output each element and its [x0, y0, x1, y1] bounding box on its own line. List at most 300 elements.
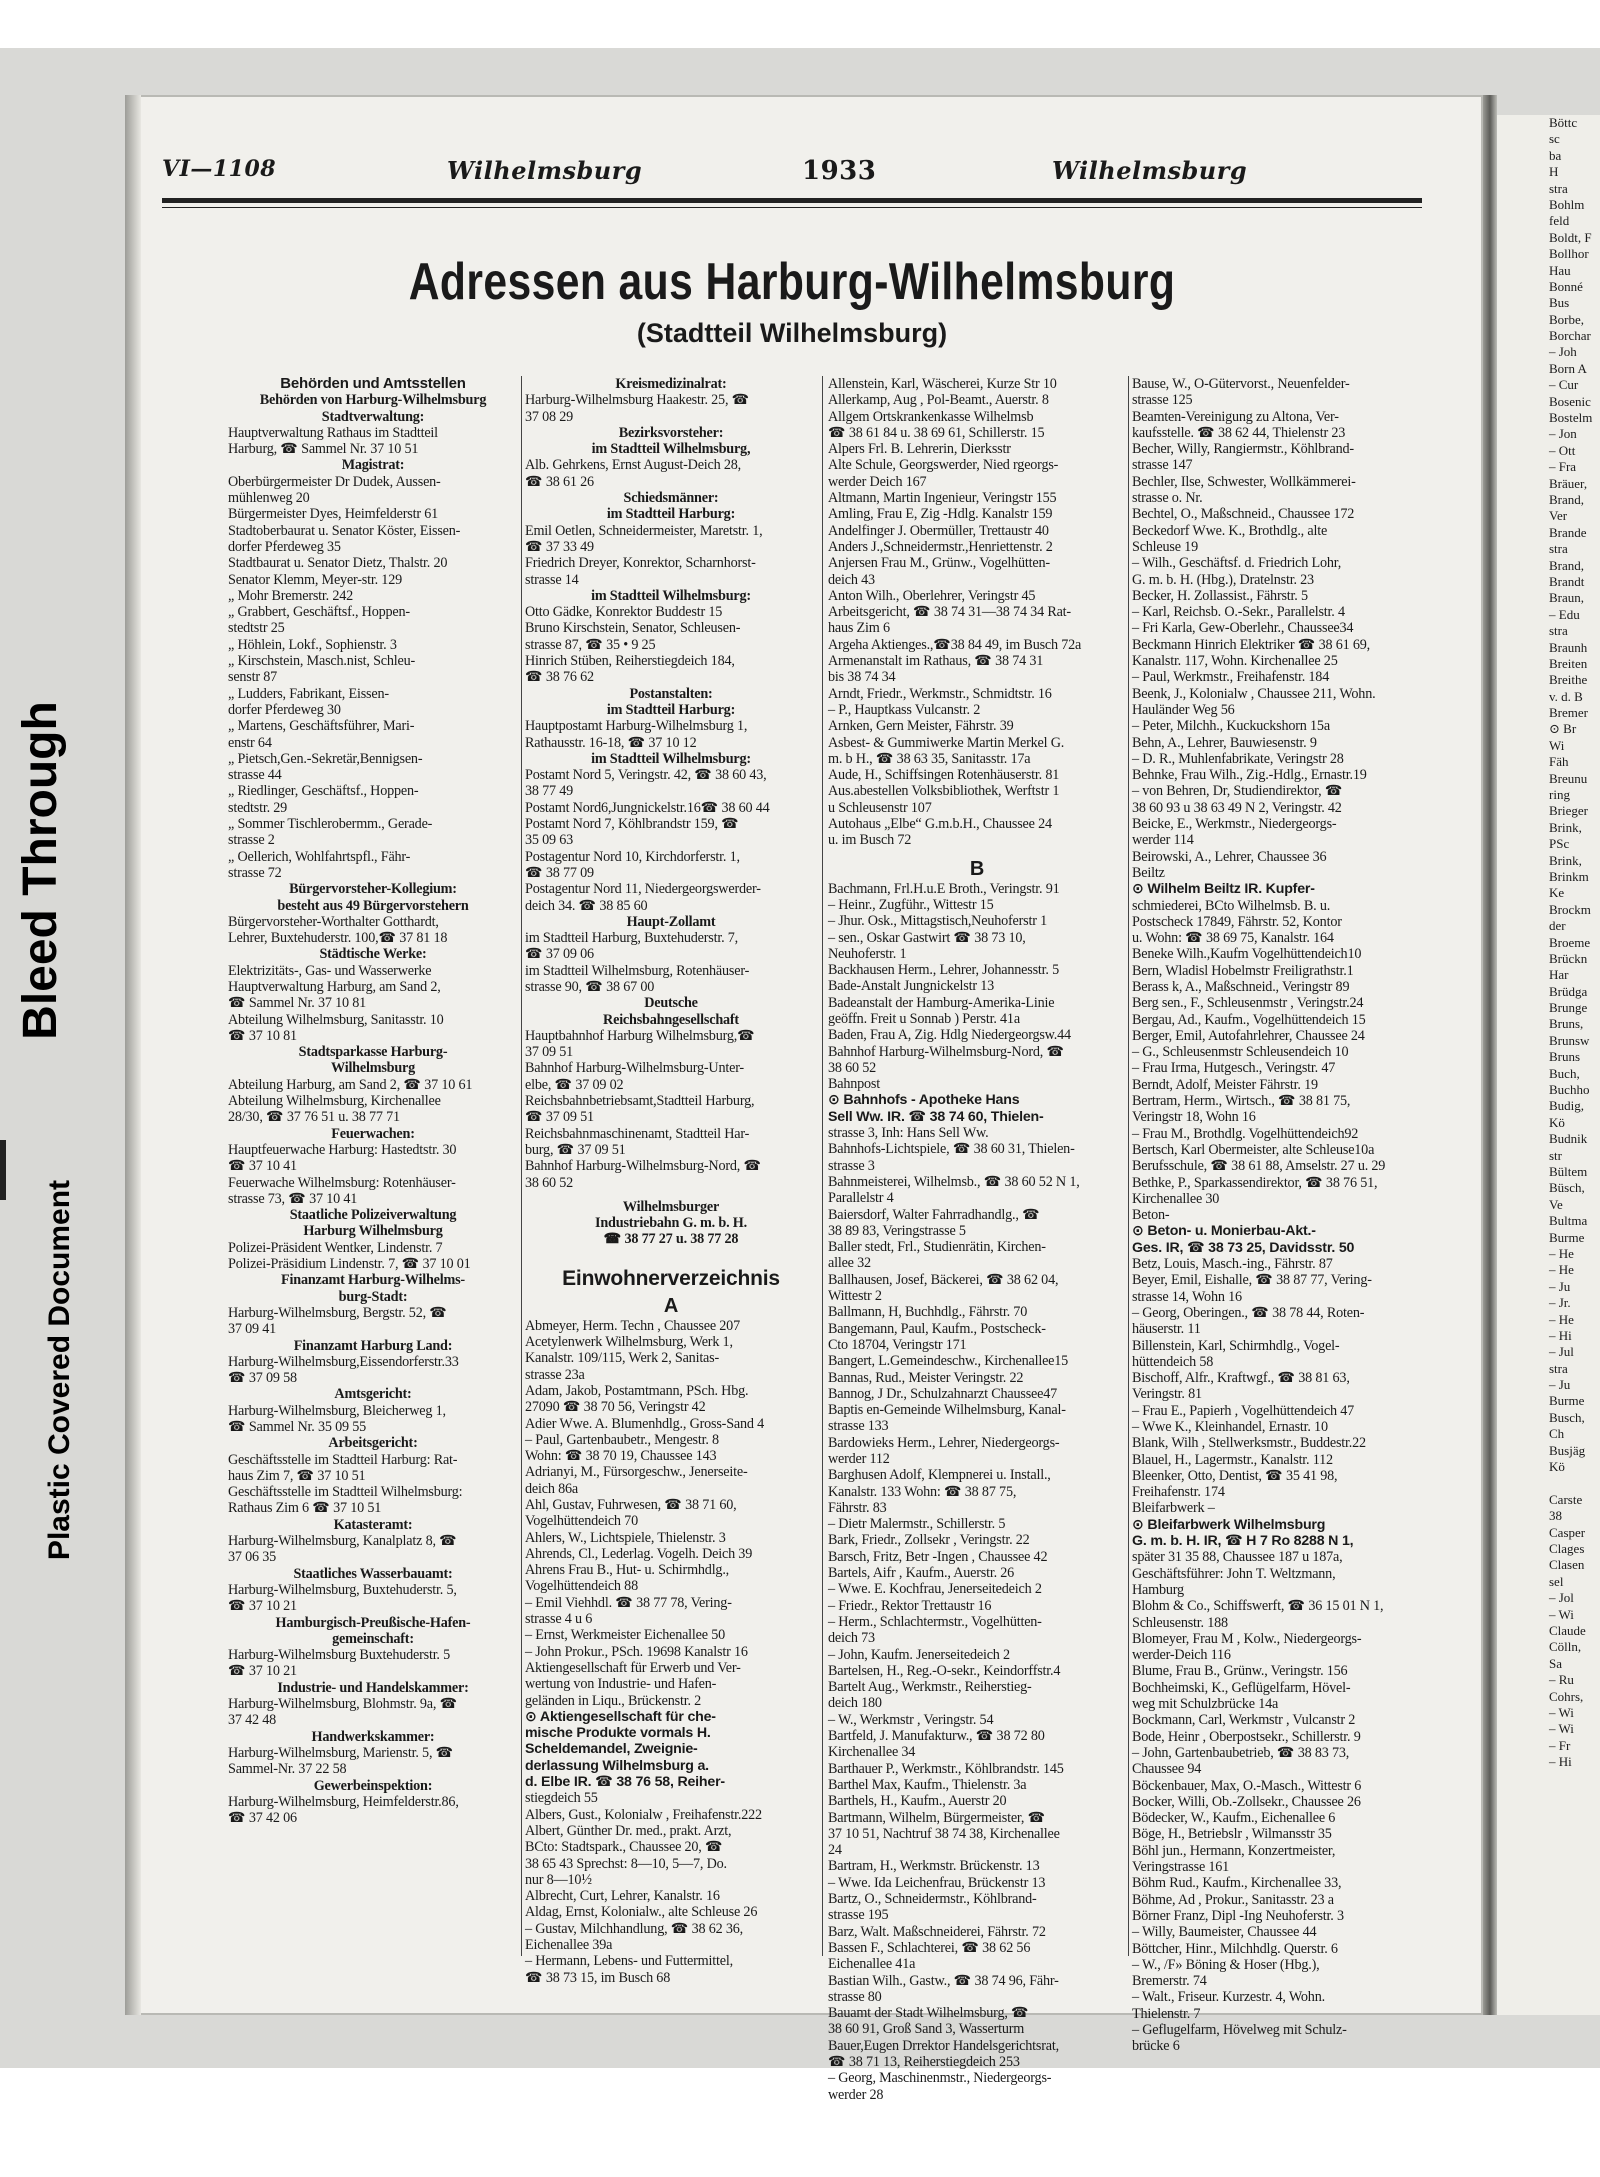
directory-line: stiegdeich 55: [525, 1790, 598, 1807]
section-heading: Städtische Werke:: [319, 946, 427, 963]
directory-line: geländen in Liqu., Brückenstr. 2: [525, 1692, 702, 1709]
directory-line: Veringstr 18, Wohn 16: [1132, 1109, 1256, 1126]
directory-line: ☎ 37 09 06: [525, 946, 594, 963]
directory-line: Rathaus Zim 6 ☎ 37 10 51: [228, 1500, 382, 1517]
directory-line: Vogelhüttendeich 70: [525, 1513, 638, 1530]
section-heading: ☎ 38 77 27 u. 38 77 28: [603, 1231, 739, 1248]
directory-line: dorfer Pferdeweg 35: [228, 538, 341, 555]
directory-line: Becker, H. Zollassist., Fährstr. 5: [1132, 587, 1308, 604]
directory-line: deich 43: [828, 571, 875, 588]
directory-line: Bode, Heinr , Oberpostsekr., Schillerstr. 9: [1132, 1728, 1361, 1745]
directory-line: Hauptpostamt Harburg-Wilhelmsburg 1,: [525, 718, 748, 735]
directory-line: Bahnhof Harburg-Wilhelmsburg-Unter-: [525, 1060, 744, 1077]
directory-line: – Wwe K., Kleinhandel, Ernastr. 10: [1132, 1419, 1328, 1435]
adjacent-page-line: – Joh: [1549, 344, 1577, 360]
directory-line: Berndt, Adolf, Meister Fährstr. 19: [1132, 1076, 1318, 1093]
directory-line: Abteilung Wilhelmsburg, Kirchenallee: [228, 1093, 441, 1110]
adjacent-page-line: Brieger: [1549, 803, 1588, 819]
section-heading: burg-Stadt:: [338, 1288, 408, 1305]
directory-line: Kanalstr. 117, Wohn. Kirchenallee 25: [1132, 653, 1338, 670]
directory-line: Adam, Jakob, Postamtmann, PSch. Hbg.: [525, 1382, 749, 1399]
directory-line: Betz, Louis, Masch.-ing., Fährstr. 87: [1132, 1256, 1333, 1273]
directory-line: stedtstr. 29: [228, 799, 288, 816]
adjacent-page-line: Har: [1549, 967, 1569, 983]
adjacent-page-line: Born A: [1549, 360, 1587, 376]
directory-line: elbe, ☎ 37 09 02: [525, 1076, 624, 1093]
adjacent-page-line: Braun,: [1549, 590, 1585, 606]
directory-line: Bannas, Rud., Meister Veringstr. 22: [828, 1369, 1024, 1386]
directory-line: strasse 2: [228, 832, 275, 849]
directory-line: Asbest- & Gummiwerke Martin Merkel G.: [828, 734, 1065, 751]
directory-line: „ Kirschstein, Masch.nist, Schleu-: [228, 653, 416, 670]
directory-line: Bangert, L.Gemeindeschw., Kirchenallee15: [828, 1353, 1069, 1370]
adjacent-page-line: Bus: [1549, 295, 1570, 311]
directory-line: 27090 ☎ 38 70 56, Veringstr 42: [525, 1399, 706, 1416]
section-heading: Wilhelmsburg: [330, 1060, 416, 1077]
directory-line: Sell Ww. IR. ☎ 38 74 60, Thielen-: [828, 1108, 1044, 1125]
directory-line: Harburg-Wilhelmsburg, Marienstr. 5, ☎: [228, 1744, 454, 1761]
adjacent-page-line: – Hi: [1549, 1754, 1572, 1770]
directory-line: Arnken, Gern Meister, Fährstr. 39: [828, 718, 1014, 735]
section-heading: Schiedsmänner:: [623, 490, 719, 507]
directory-line: Thielenstr. 7: [1132, 2005, 1201, 2022]
directory-line: – sen., Oskar Gastwirt ☎ 38 73 10,: [828, 929, 1026, 946]
adjacent-page-line: – Hi: [1549, 1327, 1572, 1343]
adjacent-page-line: Clasen: [1549, 1557, 1585, 1573]
directory-line: Oberbürgermeister Dr Dudek, Aussen-: [228, 473, 441, 490]
adjacent-page-line: 38: [1549, 1508, 1562, 1524]
bleed-through-label: Bleed Through: [13, 700, 67, 1040]
directory-line: – Paul, Gartenbaubetr., Mengestr. 8: [525, 1431, 719, 1448]
directory-line: 38 89 83, Veringstrasse 5: [828, 1222, 966, 1239]
directory-line: Bassen F., Schlachterei, ☎ 38 62 56: [828, 1939, 1031, 1956]
directory-line: Bertram, Herm., Wirtsch., ☎ 38 81 75,: [1132, 1093, 1351, 1110]
adjacent-page-line: – Fr: [1549, 1737, 1571, 1753]
adjacent-page-line: Brand,: [1549, 491, 1585, 507]
directory-line: Barghusen Adolf, Klempnerei u. Install.,: [828, 1467, 1051, 1484]
directory-line: Blomeyer, Frau M , Kolw., Niedergeorgs-: [1132, 1630, 1362, 1647]
directory-line: „ Pietsch,Gen.-Sekretär,Bennigsen-: [228, 750, 423, 767]
directory-line: d. Elbe IR. ☎ 38 76 58, Reiher-: [525, 1774, 725, 1791]
directory-line: Freihafenstr. 174: [1132, 1484, 1225, 1501]
directory-line: burg, ☎ 37 09 51: [525, 1141, 626, 1158]
directory-line: Eichenallee 39a: [525, 1937, 613, 1954]
directory-line: Abteilung Harburg, am Sand 2, ☎ 37 10 61: [228, 1076, 473, 1093]
directory-line: Wittestr 2: [828, 1288, 882, 1305]
directory-line: Bartz, O., Schneidermstr., Köhlbrand-: [828, 1891, 1037, 1908]
adjacent-page-line: Braunh: [1549, 639, 1588, 655]
adjacent-page-line: Cohrs,: [1549, 1688, 1584, 1704]
directory-line: strasse 44: [228, 767, 282, 784]
directory-line: ☎ 38 76 62: [525, 669, 594, 686]
adjacent-page-line: Breunu: [1549, 770, 1588, 786]
adjacent-page-line: Clages: [1549, 1540, 1585, 1556]
directory-line: Hauländer Weg 56: [1132, 701, 1235, 718]
adjacent-page-line: Boldt, F: [1549, 229, 1592, 245]
directory-line: Bocker, Willi, Ob.-Zollsekr., Chaussee 26: [1132, 1793, 1361, 1810]
directory-line: Harburg-Wilhelmsburg, Heimfelderstr.86,: [228, 1793, 459, 1810]
directory-line: Beiltz: [1132, 864, 1165, 881]
directory-line: kaufsstelle. ☎ 38 62 44, Thielenstr 23: [1132, 424, 1346, 441]
directory-line: 37 06 35: [228, 1549, 277, 1566]
directory-line: „ Riedlinger, Geschäftsf., Hoppen-: [228, 783, 419, 800]
directory-line: Bürgervorsteher-Worthalter Gotthardt,: [228, 913, 439, 930]
directory-line: Geschäftsführer: John T. Weltzmann,: [1132, 1565, 1336, 1582]
directory-line: ☎ 37 09 51: [525, 1109, 594, 1126]
directory-line: strasse 3, Inh: Hans Sell Ww.: [828, 1125, 989, 1142]
section-heading: Finanzamt Harburg-Wilhelms-: [281, 1272, 465, 1289]
margin-mark: [0, 1140, 6, 1200]
directory-line: Schleusenstr. 188: [1132, 1614, 1228, 1631]
adjacent-page-line: Brüdga: [1549, 983, 1588, 999]
adjacent-page-line: Buch,: [1549, 1065, 1580, 1081]
directory-line: Acetylenwerk Wilhelmsburg, Werk 1,: [525, 1334, 733, 1351]
adjacent-page-line: Brande: [1549, 524, 1587, 540]
directory-line: [525, 1248, 817, 1256]
adjacent-page-line: – He: [1549, 1262, 1574, 1278]
directory-line: 35 09 63: [525, 832, 574, 849]
adjacent-page-line: H: [1549, 164, 1559, 180]
directory-line: Arndt, Friedr., Werkmstr., Schmidtstr. 16: [828, 685, 1052, 702]
directory-line: Beton-: [1132, 1207, 1170, 1224]
directory-line: ☎ 37 33 49: [525, 538, 594, 555]
adjacent-page-line: ring: [1549, 787, 1570, 803]
directory-line: Vogelhüttendeich 88: [525, 1578, 638, 1595]
section-heading: gemeinschaft:: [332, 1630, 414, 1647]
directory-line: Harburg-Wilhelmsburg, Bleicherweg 1,: [228, 1402, 446, 1419]
directory-line: Bartelsen, H., Reg.-O-sekr., Keindorffstr.4: [828, 1662, 1061, 1679]
directory-line: strasse 133: [828, 1418, 889, 1435]
directory-line: Geschäftsstelle im Stadtteil Harburg: Rat-: [228, 1451, 458, 1468]
directory-line: Albrecht, Curt, Lehrer, Kanalstr. 16: [525, 1888, 720, 1905]
directory-line: Stadtbaurat u. Senator Dietz, Thalstr. 20: [228, 555, 448, 572]
adjacent-page-line: Hau: [1549, 262, 1571, 278]
directory-line: 37 08 29: [525, 408, 574, 425]
directory-line: „ Ludders, Fabrikant, Eissen-: [228, 685, 389, 702]
adjacent-page-line: Casper: [1549, 1524, 1586, 1540]
directory-line: ☎ 37 10 21: [228, 1663, 297, 1680]
directory-line: Bleenker, Otto, Dentist, ☎ 35 41 98,: [1132, 1467, 1338, 1484]
directory-line: Barz, Walt. Maßschneiderei, Fährstr. 72: [828, 1923, 1046, 1940]
directory-line: – Heinr., Zugführ., Wittestr 15: [828, 896, 994, 913]
directory-line: – W., /F» Böning & Hoser (Hbg.),: [1132, 1956, 1320, 1973]
directory-line: allee 32: [828, 1255, 871, 1272]
directory-line: Beckedorf Wwe. K., Brothdlg., alte: [1132, 522, 1328, 539]
directory-line: Einwohnerverzeichnis: [562, 1266, 780, 1290]
directory-line: Postagentur Nord 11, Niedergeorgswerder-: [525, 881, 761, 898]
directory-line: Ballmann, H, Buchhdlg., Fährstr. 70: [828, 1304, 1028, 1321]
adjacent-page-line: sel: [1549, 1573, 1564, 1589]
directory-line: Ballhausen, Josef, Bäckerei, ☎ 38 62 04,: [828, 1271, 1059, 1288]
directory-line: – von Behren, Dr, Studiendirektor, ☎: [1132, 783, 1343, 800]
directory-line: – Wwe. E. Kochfrau, Jenerseitedeich 2: [828, 1581, 1042, 1598]
directory-line: – G., Schleusenmstr Schleusendeich 10: [1132, 1044, 1349, 1061]
column-divider: [521, 376, 522, 1956]
directory-line: Adrianyi, M., Fürsorgeschw., Jenerseite-: [525, 1464, 748, 1481]
directory-line: – Gustav, Milchhandlung, ☎ 38 62 36,: [525, 1920, 744, 1937]
directory-line: Behnke, Frau Wilh., Zig.-Hdlg., Ernastr.19: [1132, 767, 1367, 784]
directory-line: Blume, Frau B., Grünw., Veringstr. 156: [1132, 1663, 1348, 1680]
directory-line: Alb. Gehrkens, Ernst August-Deich 28,: [525, 457, 742, 474]
adjacent-page-line: Busch,: [1549, 1409, 1585, 1425]
directory-line: Albert, Günther Dr. med., prakt. Arzt,: [525, 1822, 732, 1839]
directory-line: Bartram, H., Werkmstr. Brückenstr. 13: [828, 1858, 1040, 1875]
directory-line: Reichsbahnbetriebsamt,Stadtteil Harburg,: [525, 1093, 755, 1110]
directory-line: ☎ Sammel Nr. 37 10 81: [228, 995, 366, 1012]
directory-line: Böge, H., Betriebslr , Wilmansstr 35: [1132, 1826, 1332, 1843]
directory-line: ⊙ Aktiengesellschaft für che-: [525, 1708, 716, 1725]
section-heading: Magistrat:: [341, 457, 405, 474]
adjacent-page-line: – He: [1549, 1245, 1574, 1261]
directory-line: Allenstein, Karl, Wäscherei, Kurze Str 10: [828, 376, 1057, 392]
adjacent-page-line: Busjäg: [1549, 1442, 1586, 1458]
directory-line: Amling, Frau E, Zig -Hdlg. Kanalstr 159: [828, 506, 1053, 523]
directory-line: werder 28: [828, 2086, 884, 2103]
directory-line: Hauptfeuerwache Harburg: Hastedtstr. 30: [228, 1141, 457, 1158]
directory-line: Hamburg: [1132, 1581, 1184, 1598]
adjacent-page-line: str: [1549, 1147, 1562, 1163]
section-heading: Wilhelmsburger: [622, 1198, 720, 1215]
page-title: Adressen aus Harburg-Wilhelmsburg: [408, 253, 1176, 311]
directory-line: deich 180: [828, 1695, 882, 1712]
directory-line: [525, 1256, 817, 1264]
adjacent-page-line: Bruns: [1549, 1049, 1581, 1065]
directory-line: Fährstr. 83: [828, 1499, 887, 1516]
directory-line: ☎ 38 61 26: [525, 473, 594, 490]
directory-line: Becher, Willy, Rangiermstr., Köhlbrand-: [1132, 441, 1354, 458]
directory-line: Lehrer, Buxtehuderstr. 100,☎ 37 81 18: [228, 930, 448, 947]
directory-line: – John, Gartenbaubetrieb, ☎ 38 83 73,: [1132, 1744, 1350, 1761]
directory-line: Harburg-Wilhelmsburg Buxtehuderstr. 5: [228, 1647, 451, 1664]
adjacent-page-line: v. d. B: [1549, 688, 1583, 704]
directory-line: ☎ 38 73 15, im Busch 68: [525, 1969, 671, 1986]
directory-line: A: [663, 1294, 679, 1317]
adjacent-page-line: Ve: [1549, 1196, 1563, 1212]
directory-line: mühlenweg 20: [228, 490, 310, 507]
directory-line: Autohaus „Elbe“ G.m.b.H., Chaussee 24: [828, 816, 1052, 833]
directory-line: Postamt Nord 7, Köhlbrandstr 159, ☎: [525, 816, 739, 833]
directory-line: brücke 6: [1132, 2038, 1180, 2055]
header-place-right: Wilhelmsburg: [1052, 156, 1248, 185]
adjacent-page-line: Brandt: [1549, 573, 1585, 589]
directory-line: strasse 4 u 6: [525, 1611, 593, 1628]
directory-line: – Wilh., Geschäftsf. d. Friedrich Lohr,: [1132, 555, 1342, 572]
directory-line: strasse 90, ☎ 38 67 00: [525, 978, 655, 995]
directory-line: – Dietr Malermstr., Schillerstr. 5: [828, 1516, 1006, 1533]
directory-line: Veringstrasse 161: [1132, 1859, 1230, 1876]
directory-line: ☎ 37 10 21: [228, 1598, 297, 1615]
adjacent-page-line: Cölln,: [1549, 1639, 1582, 1655]
directory-line: Aude, H., Schiffsingen Rotenhäuserstr. 81: [828, 767, 1060, 784]
directory-line: Alpers Frl. B. Lehrerin, Dierksstr: [828, 441, 1011, 458]
directory-line: Baiersdorf, Walter Fahrradhandlg., ☎: [828, 1206, 1040, 1223]
directory-line: im Stadtteil Wilhelmsburg, Rotenhäuser-: [525, 962, 750, 979]
directory-line: Harburg-Wilhelmsburg, Bergstr. 52, ☎: [228, 1304, 447, 1321]
directory-line: Arbeitsgericht, ☎ 38 74 31—38 74 34 Rat-: [828, 604, 1071, 621]
directory-line: Parallelstr 4: [828, 1190, 894, 1207]
directory-line: ⊙ Bleifarbwerk Wilhelmsburg: [1132, 1516, 1326, 1533]
directory-line: 38 77 49: [525, 783, 574, 800]
adjacent-page-line: Brand,: [1549, 557, 1585, 573]
directory-line: – John, Kaufm. Jenerseitedeich 2: [828, 1646, 1010, 1663]
section-heading: Staatliches Wasserbauamt:: [293, 1565, 453, 1582]
adjacent-page-line: Bonné: [1549, 278, 1583, 294]
directory-line: G. m. b. H. IR, ☎ H 7 Ro 8288 N 1,: [1132, 1533, 1354, 1550]
directory-line: werder 112: [828, 1451, 890, 1467]
directory-line: Anders J.,Schneidermstr.,Henriettenstr. 2: [828, 538, 1053, 555]
section-heading: Finanzamt Harburg Land:: [293, 1337, 453, 1354]
adjacent-page-line: Kö: [1549, 1459, 1565, 1475]
section-heading: Katasteramt:: [333, 1516, 413, 1533]
directory-line: Baller stedt, Frl., Studienrätin, Kirchen-: [828, 1239, 1046, 1256]
adjacent-page-line: Bosenic: [1549, 393, 1591, 409]
directory-line: geöffn. Freit u Sonnab ) Perstr. 41a: [828, 1010, 1020, 1027]
directory-line: Bartelt Aug., Werkmstr., Reiherstieg-: [828, 1679, 1032, 1696]
directory-line: BCto: Stadtspark., Chaussee 20, ☎: [525, 1839, 723, 1856]
adjacent-page-line: Sa: [1549, 1655, 1562, 1671]
directory-line: Rathausstr. 16-18, ☎ 37 10 12: [525, 734, 697, 751]
directory-line: deich 73: [828, 1630, 875, 1647]
section-heading: Bezirksvorsteher:: [618, 424, 724, 441]
adjacent-page-line: Bohlm: [1549, 196, 1585, 212]
adjacent-page-line: ba: [1549, 147, 1562, 163]
directory-line: Behn, A., Lehrer, Bauwiesenstr. 9: [1132, 734, 1317, 751]
directory-line: Hauptbahnhof Harburg Wilhelmsburg,☎: [525, 1027, 755, 1044]
header-place-left: Wilhelmsburg: [447, 156, 643, 185]
directory-line: Aldag, Ernst, Kolonialw., alte Schleuse 26: [525, 1904, 758, 1921]
directory-line: Sammel-Nr. 37 22 58: [228, 1761, 347, 1778]
directory-line: 37 09 51: [525, 1044, 574, 1061]
directory-line: weg mit Schulzbrücke 14a: [1132, 1696, 1279, 1713]
directory-line: Bechler, Ilse, Schwester, Wollkämmerei-: [1132, 473, 1356, 490]
section-heading: Postanstalten:: [629, 685, 713, 702]
directory-line: Abteilung Wilhelmsburg, Sanitasstr. 10: [228, 1011, 444, 1028]
directory-line: häuserstr. 11: [1132, 1321, 1201, 1338]
directory-line: wertung von Industrie- und Hafen-: [525, 1676, 717, 1693]
directory-line: Scheldemandel, Zweignie-: [525, 1741, 698, 1758]
directory-line: Veringstr. 81: [1132, 1386, 1202, 1403]
directory-line: Allgem Ortskrankenkasse Wilhelmsb: [828, 408, 1034, 425]
adjacent-page-line: ⊙ Br: [1549, 721, 1577, 737]
column-divider: [822, 376, 823, 1956]
section-heading: Hamburgisch-Preußische-Hafen-: [275, 1614, 471, 1631]
directory-line: Hauptverwaltung Harburg, am Sand 2,: [228, 978, 441, 995]
section-heading: Bürgervorsteher-Kollegium:: [289, 881, 457, 898]
adjacent-page-line: Bollhor: [1549, 246, 1589, 262]
directory-line: Bern, Wladisl Hobelmstr Freiligrathstr.1: [1132, 962, 1354, 979]
directory-line: Böckenbauer, Max, O.-Masch., Wittestr 6: [1132, 1777, 1362, 1794]
directory-line: Postagentur Nord 10, Kirchdorferstr. 1,: [525, 848, 740, 865]
directory-line: Hinrich Stüben, Reiherstiegdeich 184,: [525, 653, 735, 670]
adjacent-page-line: Budig,: [1549, 1098, 1585, 1114]
directory-line: Abmeyer, Herm. Techn , Chaussee 207: [525, 1317, 740, 1334]
directory-line: Bahnhofs-Lichtspiele, ☎ 38 60 31, Thielen-: [828, 1141, 1075, 1158]
directory-line: Hauptverwaltung Rathaus im Stadtteil: [228, 424, 438, 441]
directory-line: Berufsschule, ☎ 38 61 88, Amselstr. 27 u. 29: [1132, 1158, 1386, 1175]
directory-line: B: [969, 857, 985, 880]
directory-line: Eichenallee 41a: [828, 1956, 916, 1973]
directory-line: Wohn: ☎ 38 70 19, Chaussee 143: [525, 1448, 717, 1465]
directory-line: u. Wohn: ☎ 38 69 75, Kanalstr. 164: [1132, 930, 1334, 947]
adjacent-page-line: Breithe: [1549, 672, 1588, 688]
directory-line: Bark, Friedr., Zollsekr , Veringstr. 22: [828, 1532, 1030, 1549]
directory-line: später 31 35 88, Chaussee 187 u 187a,: [1132, 1549, 1343, 1566]
directory-line: strasse 23a: [525, 1366, 585, 1383]
directory-line: – John Prokur., PSch. 19698 Kanalstr 16: [525, 1643, 748, 1660]
directory-line: – Jhur. Osk., Mittagstisch,Neuhoferstr 1: [828, 913, 1047, 930]
section-heading: Behörden und Amtsstellen: [280, 375, 466, 392]
adjacent-page-line: Bruns,: [1549, 1016, 1584, 1032]
directory-line: – Frau M., Brothdlg. Vogelhüttendeich92: [1132, 1125, 1359, 1142]
directory-line: Postamt Nord 5, Veringstr. 42, ☎ 38 60 43,: [525, 767, 767, 784]
directory-line: – D. R., Muhlenfabrikate, Veringstr 28: [1132, 750, 1344, 767]
section-heading: Stadtsparkasse Harburg-: [298, 1044, 448, 1061]
directory-line: Bleifarbwerk –: [1132, 1500, 1215, 1517]
directory-line: 38 60 93 u 38 63 49 N 2, Veringstr. 42: [1132, 799, 1342, 816]
section-heading: im Stadtteil Harburg:: [606, 701, 736, 718]
directory-line: Ahrens Frau B., Hut- u. Schirmhdlg.,: [525, 1562, 730, 1579]
adjacent-page-line: – Ju: [1549, 1377, 1571, 1393]
directory-line: Aktiengesellschaft für Erwerb und Ver-: [525, 1659, 741, 1676]
directory-line: Beneke Wilh.,Kaufm Vogelhüttendeich10: [1132, 946, 1362, 963]
directory-line: 38 60 52: [828, 1059, 877, 1076]
adjacent-page-line: Bremer: [1549, 705, 1588, 721]
directory-line: Barthel Max, Kaufm., Thielenstr. 3a: [828, 1776, 1027, 1793]
directory-line: 37 10 51, Nachtruf 38 74 38, Kirchenallee: [828, 1825, 1060, 1842]
directory-line: werder-Deich 116: [1132, 1647, 1231, 1664]
directory-line: Bartmann, Wilhelm, Bürgermeister, ☎: [828, 1809, 1046, 1826]
page-edge-shadow: [125, 95, 141, 2015]
adjacent-page-line: Brückn: [1549, 950, 1588, 966]
directory-line: strasse 87, ☎ 35 • 9 25: [525, 636, 656, 653]
directory-line: strasse o. Nr.: [1132, 490, 1203, 507]
directory-line: strasse 147: [1132, 457, 1193, 474]
adjacent-page-line: – Wi: [1549, 1704, 1574, 1720]
adjacent-page-line: sc: [1549, 131, 1560, 147]
directory-line: strasse 125: [1132, 392, 1193, 409]
column-4: [1132, 376, 1430, 2055]
directory-line: Schleuse 19: [1132, 538, 1198, 555]
directory-line: – W., Werkmstr , Veringstr. 54: [828, 1711, 994, 1728]
directory-line: Stadtoberbaurat u. Senator Köster, Eissen-: [228, 522, 461, 539]
adjacent-page-line: – Fra: [1549, 459, 1577, 475]
directory-line: Badeanstalt der Hamburg-Amerika-Linie: [828, 994, 1055, 1011]
directory-line: Bruno Kirschstein, Senator, Schleusen-: [525, 620, 741, 637]
adjacent-page-line: PSc: [1549, 836, 1570, 852]
adjacent-page-line: Breiten: [1549, 655, 1588, 671]
directory-line: 24: [828, 1842, 842, 1859]
directory-line: – Frau E., Papierh , Vogelhüttendeich 47: [1132, 1402, 1354, 1419]
directory-line: Beamten-Vereinigung zu Altona, Ver-: [1132, 408, 1339, 425]
directory-line: hüttendeich 58: [1132, 1353, 1214, 1370]
directory-line: – Walt., Friseur. Kurzestr. 4, Wohn.: [1132, 1989, 1325, 2006]
section-heading: Stadtverwaltung:: [321, 408, 425, 425]
adjacent-page-line: der: [1549, 918, 1566, 934]
directory-line: Postscheck 17849, Fährstr. 52, Kontor: [1132, 913, 1342, 930]
adjacent-page-line: – Ru: [1549, 1672, 1574, 1688]
directory-line: Albers, Gust., Kolonialw , Freihafenstr.222: [525, 1806, 762, 1823]
adjacent-page-line: Borbe,: [1549, 311, 1585, 327]
directory-line: Böhme, Ad , Prokur., Sanitasstr. 23 a: [1132, 1891, 1334, 1908]
adjacent-page-line: stra: [1549, 541, 1568, 557]
directory-line: ☎ 38 71 13, Reiherstiegdeich 253: [828, 2053, 1020, 2070]
directory-line: nur 8—10½: [525, 1871, 592, 1888]
directory-line: Aus.abestellen Volksbibliothek, Werftstr 1: [828, 783, 1060, 800]
directory-line: ☎ 37 10 41: [228, 1158, 297, 1175]
section-heading: Handwerkskammer:: [311, 1728, 435, 1745]
adjacent-page-line: – Wi: [1549, 1721, 1574, 1737]
directory-line: Böhm Rud., Kaufm., Kirchenallee 33,: [1132, 1875, 1342, 1892]
